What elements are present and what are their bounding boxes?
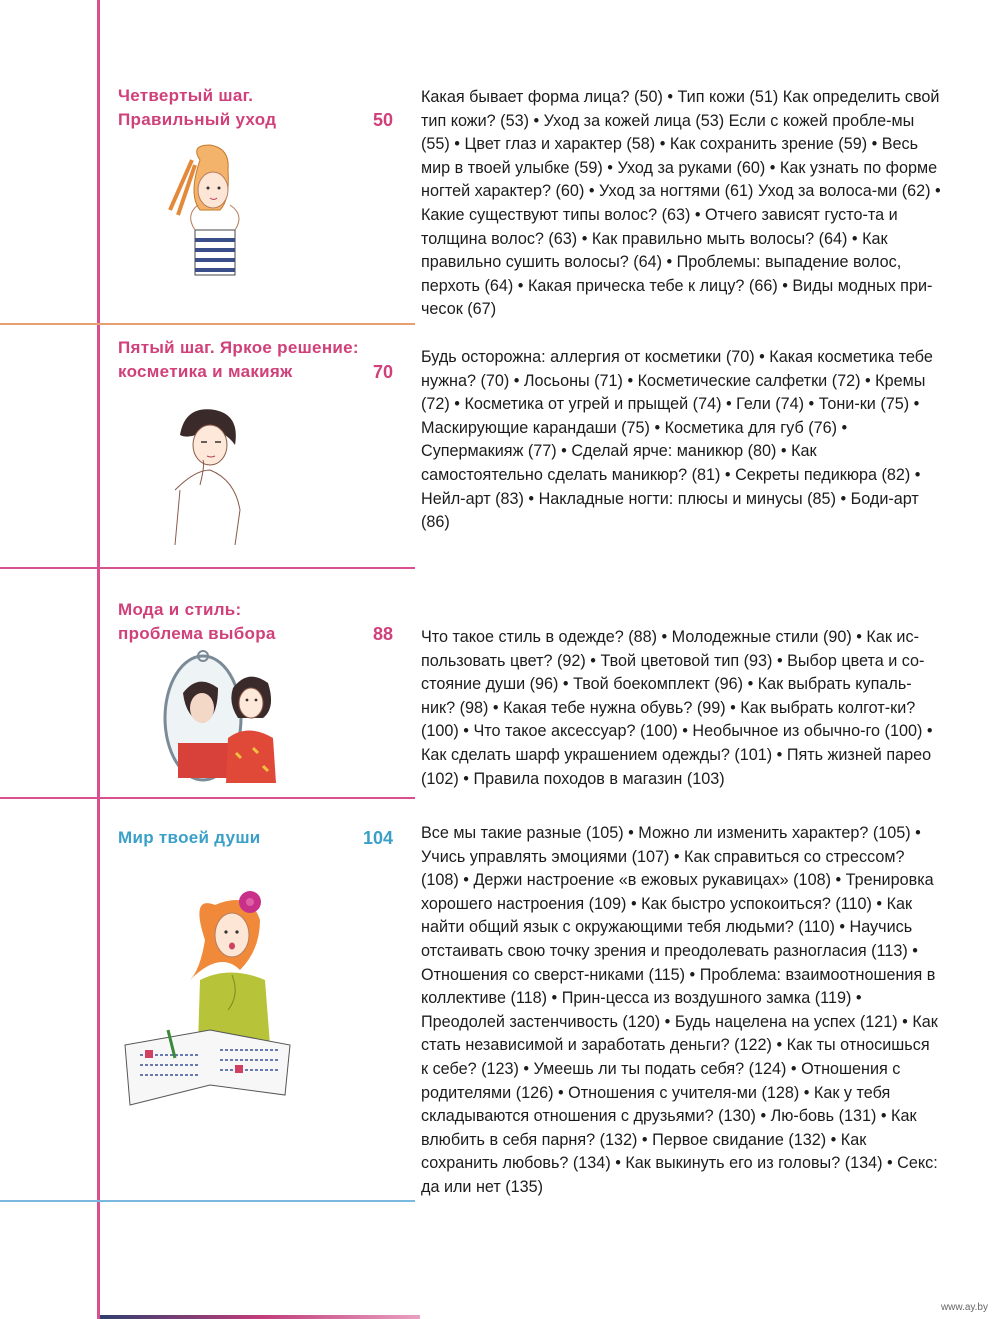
section-title (118, 598, 318, 646)
section-divider (0, 567, 415, 569)
section-page-number: 50 (372, 110, 393, 130)
section-title (118, 826, 318, 850)
section-page-number: 70 (372, 362, 393, 382)
section-title-line1: Четвертый шаг. (118, 86, 254, 105)
section-page-number: 104 (362, 828, 393, 848)
section-divider (0, 1200, 415, 1202)
section-divider (0, 323, 415, 325)
bottom-color-strip (100, 1315, 420, 1319)
section-text: Будь осторожна: аллергия от косметики (70) • Какая косметика тебе нужна? (70) • Лосьоны (71) • Косметические салфетки (72) • Кремы (72) • Косметика от угрей и прыщей (74) • Гели (74) • Тони-ки (75) • Маскирующие карандаши (75) • Косметика для губ (76) • Супермакияж (77) • Сделай ярче: маникюр (80) • Как самостоятельно сделать маникюр? (81) • Секреты педикюра (82) • Нейл-арт (83) • Накладные ногти: плюсы и минусы (85) • Боди-арт (86) (421, 348, 933, 532)
section-title-line2: косметика и макияж (118, 362, 293, 381)
section-title (118, 336, 388, 384)
section-page-number: 88 (372, 624, 393, 644)
section-title-line1: Мода и стиль: (118, 600, 242, 619)
section-text: Что такое стиль в одежде? (88) • Молодежные стили (90) • Как ис-пользовать цвет? (92) • Твой цветовой тип (93) • Выбор цвета и со-стояние души (96) • Твой боекомплект (96) • Как выбрать купаль-ник? (98) • Какая тебе нужна обувь? (99) • Как выбрать колгот-ки? (100) • Что такое аксессуар? (100) • Необычное из обычно-го (100) • Как сделать шарф украшением одежды? (101) • Пять жизней парео (102) • Правила походов в магазин (103) (421, 628, 933, 788)
section-title-line1: Пятый шаг. Яркое решение: (118, 338, 359, 357)
section-title-line1: Мир твоей души (118, 828, 261, 847)
watermark: www.ay.by (940, 1302, 988, 1313)
section-title (118, 84, 318, 132)
section-text: Все мы такие разные (105) • Можно ли изменить характер? (105) • Учись управлять эмоциями (107) • Как справиться со стрессом? (108) • Держи настроение «в ежовых рукавицах» (108) • Тренировка хорошего настроения (109) • Как быстро успокоиться? (110) • Как найти общий язык с окружающими тебя людьми? (110) • Научись отстаивать свою точку зрения и преодолевать разногласия (113) • Отношения со сверст-никами (115) • Проблема: взаимоотношения в коллективе (118) • Прин-цесса из воздушного замка (119) • Преодолей застенчивость (120) • Будь нацелена на успех (121) • Как стать независимой и заработать деньги? (122) • Как ты относишься к себе? (123) • Умеешь ли ты подать себя? (124) • Отношения с родителями (126) • Отношения с учителя-ми (128) • Как у тебя складываются отношения с друзьями? (130) • Лю-бовь (131) • Как влюбить в себя парня? (132) • Первое свидание (132) • Как сохранить любовь? (134) • Как выкинуть его из головы? (134) • Секс: да или нет (135) (421, 824, 938, 1196)
girl-at-mirror-illustration (158, 648, 288, 788)
section-text: Какая бывает форма лица? (50) • Тип кожи (51) Как определить свой тип кожи? (53) • Уход за кожей лица (53) Если с кожей пробле-мы (55) • Цвет глаз и характер (58) • Как сохранить зрение (59) • Весь мир в твоей улыбке (59) • Уход за руками (60) • Как узнать по форме ногтей характер? (60) • Уход за ногтями (61) Уход за волоса-ми (62) • Какие существуют типы волос? (63) • Отчего зависят густо-та и толщина волос? (63) • Как правильно мыть волосы? (64) • Как правильно сушить волосы? (64) • Проблемы: выпадение волос, перхоть (64) • Какая прическа тебе к лицу? (66) • Виды модных при-чесок (67) (421, 88, 941, 319)
section-divider (0, 797, 415, 799)
section-title-line2: проблема выбора (118, 624, 276, 643)
section-title-line2: Правильный уход (118, 110, 277, 129)
girl-reading-newspaper-illustration (120, 880, 295, 1115)
vertical-margin-line (97, 0, 100, 1319)
girl-touching-face-illustration (165, 400, 255, 550)
girl-with-braids-illustration (150, 140, 270, 300)
